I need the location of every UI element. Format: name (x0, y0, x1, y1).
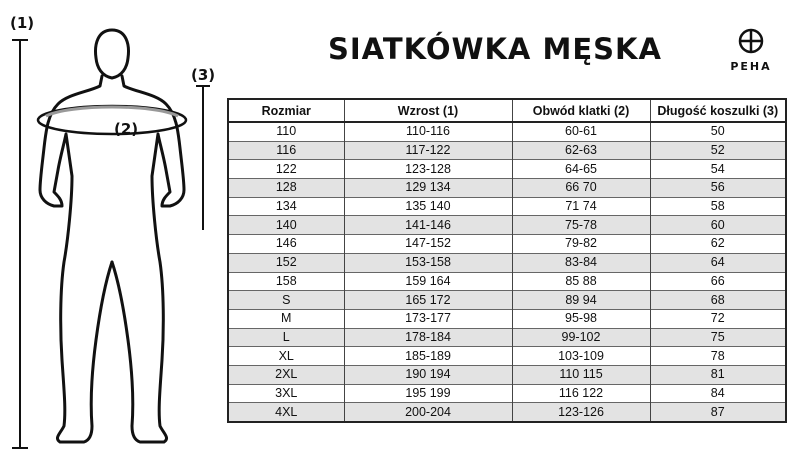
table-row (228, 328, 786, 347)
cell-height: 159 164 (344, 272, 512, 291)
cell-shirt-length: 62 (650, 235, 786, 254)
cell-size: 2XL (228, 365, 344, 384)
cell-shirt-length: 87 (650, 403, 786, 422)
cell-chest: 123-126 (512, 403, 650, 422)
cell-shirt-length: 50 (650, 122, 786, 141)
cell-size: L (228, 328, 344, 347)
column-header-height: Wzrost (1) (344, 99, 512, 122)
cell-size: 3XL (228, 384, 344, 403)
cell-chest: 75-78 (512, 216, 650, 235)
cell-height: 141-146 (344, 216, 512, 235)
cell-shirt-length: 64 (650, 253, 786, 272)
table-row (228, 160, 786, 179)
cell-chest: 95-98 (512, 309, 650, 328)
cell-chest: 116 122 (512, 384, 650, 403)
height-marker-label: (1) (10, 14, 35, 32)
cell-shirt-length: 68 (650, 291, 786, 310)
cell-shirt-length: 84 (650, 384, 786, 403)
cell-height: 123-128 (344, 160, 512, 179)
cell-size: S (228, 291, 344, 310)
cell-size: 152 (228, 253, 344, 272)
logo-text: PEHA (730, 60, 772, 73)
cell-height: 129 134 (344, 179, 512, 198)
cell-chest: 64-65 (512, 160, 650, 179)
cell-height: 165 172 (344, 291, 512, 310)
cell-height: 147-152 (344, 235, 512, 254)
cell-size: 146 (228, 235, 344, 254)
cell-chest: 60-61 (512, 122, 650, 141)
column-header-chest: Obwód klatki (2) (512, 99, 650, 122)
table-row (228, 253, 786, 272)
table-row (228, 347, 786, 366)
cell-chest: 89 94 (512, 291, 650, 310)
shirt-length-marker-label: (3) (191, 66, 216, 84)
table-row (228, 179, 786, 198)
cell-shirt-length: 66 (650, 272, 786, 291)
cell-size: XL (228, 347, 344, 366)
cell-size: 134 (228, 197, 344, 216)
cell-chest: 85 88 (512, 272, 650, 291)
size-chart-table (227, 98, 787, 423)
cell-size: 158 (228, 272, 344, 291)
table-row (228, 272, 786, 291)
cell-height: 195 199 (344, 384, 512, 403)
peha-logo-icon (726, 26, 776, 60)
cell-height: 117-122 (344, 141, 512, 160)
column-header-size: Rozmiar (228, 99, 344, 122)
cell-shirt-length: 54 (650, 160, 786, 179)
table-row (228, 403, 786, 422)
chest-marker-label: (2) (114, 120, 139, 138)
table-row (228, 309, 786, 328)
cell-size: 4XL (228, 403, 344, 422)
cell-size: 116 (228, 141, 344, 160)
cell-size: 110 (228, 122, 344, 141)
cell-chest: 99-102 (512, 328, 650, 347)
cell-size: 140 (228, 216, 344, 235)
cell-chest: 62-63 (512, 141, 650, 160)
table-header-row (228, 99, 786, 122)
cell-shirt-length: 60 (650, 216, 786, 235)
table-row (228, 141, 786, 160)
table-row (228, 197, 786, 216)
cell-height: 185-189 (344, 347, 512, 366)
table-row (228, 384, 786, 403)
cell-chest: 83-84 (512, 253, 650, 272)
peha-logo (726, 26, 776, 76)
cell-height: 173-177 (344, 309, 512, 328)
column-header-shirt-length: Długość koszulki (3) (650, 99, 786, 122)
cell-chest: 66 70 (512, 179, 650, 198)
cell-shirt-length: 81 (650, 365, 786, 384)
cell-shirt-length: 56 (650, 179, 786, 198)
cell-height: 190 194 (344, 365, 512, 384)
table-row (228, 235, 786, 254)
cell-shirt-length: 78 (650, 347, 786, 366)
cell-chest: 71 74 (512, 197, 650, 216)
cell-height: 153-158 (344, 253, 512, 272)
cell-height: 200-204 (344, 403, 512, 422)
cell-chest: 110 115 (512, 365, 650, 384)
table-row (228, 122, 786, 141)
cell-height: 178-184 (344, 328, 512, 347)
cell-shirt-length: 58 (650, 197, 786, 216)
table-row (228, 365, 786, 384)
cell-chest: 79-82 (512, 235, 650, 254)
page-title: SIATKÓWKA MĘSKA (328, 32, 662, 66)
table-row (228, 291, 786, 310)
body-measurement-figure (0, 0, 230, 462)
cell-shirt-length: 72 (650, 309, 786, 328)
cell-size: 122 (228, 160, 344, 179)
cell-shirt-length: 52 (650, 141, 786, 160)
cell-shirt-length: 75 (650, 328, 786, 347)
table-row (228, 216, 786, 235)
cell-height: 110-116 (344, 122, 512, 141)
cell-chest: 103-109 (512, 347, 650, 366)
cell-height: 135 140 (344, 197, 512, 216)
cell-size: M (228, 309, 344, 328)
cell-size: 128 (228, 179, 344, 198)
